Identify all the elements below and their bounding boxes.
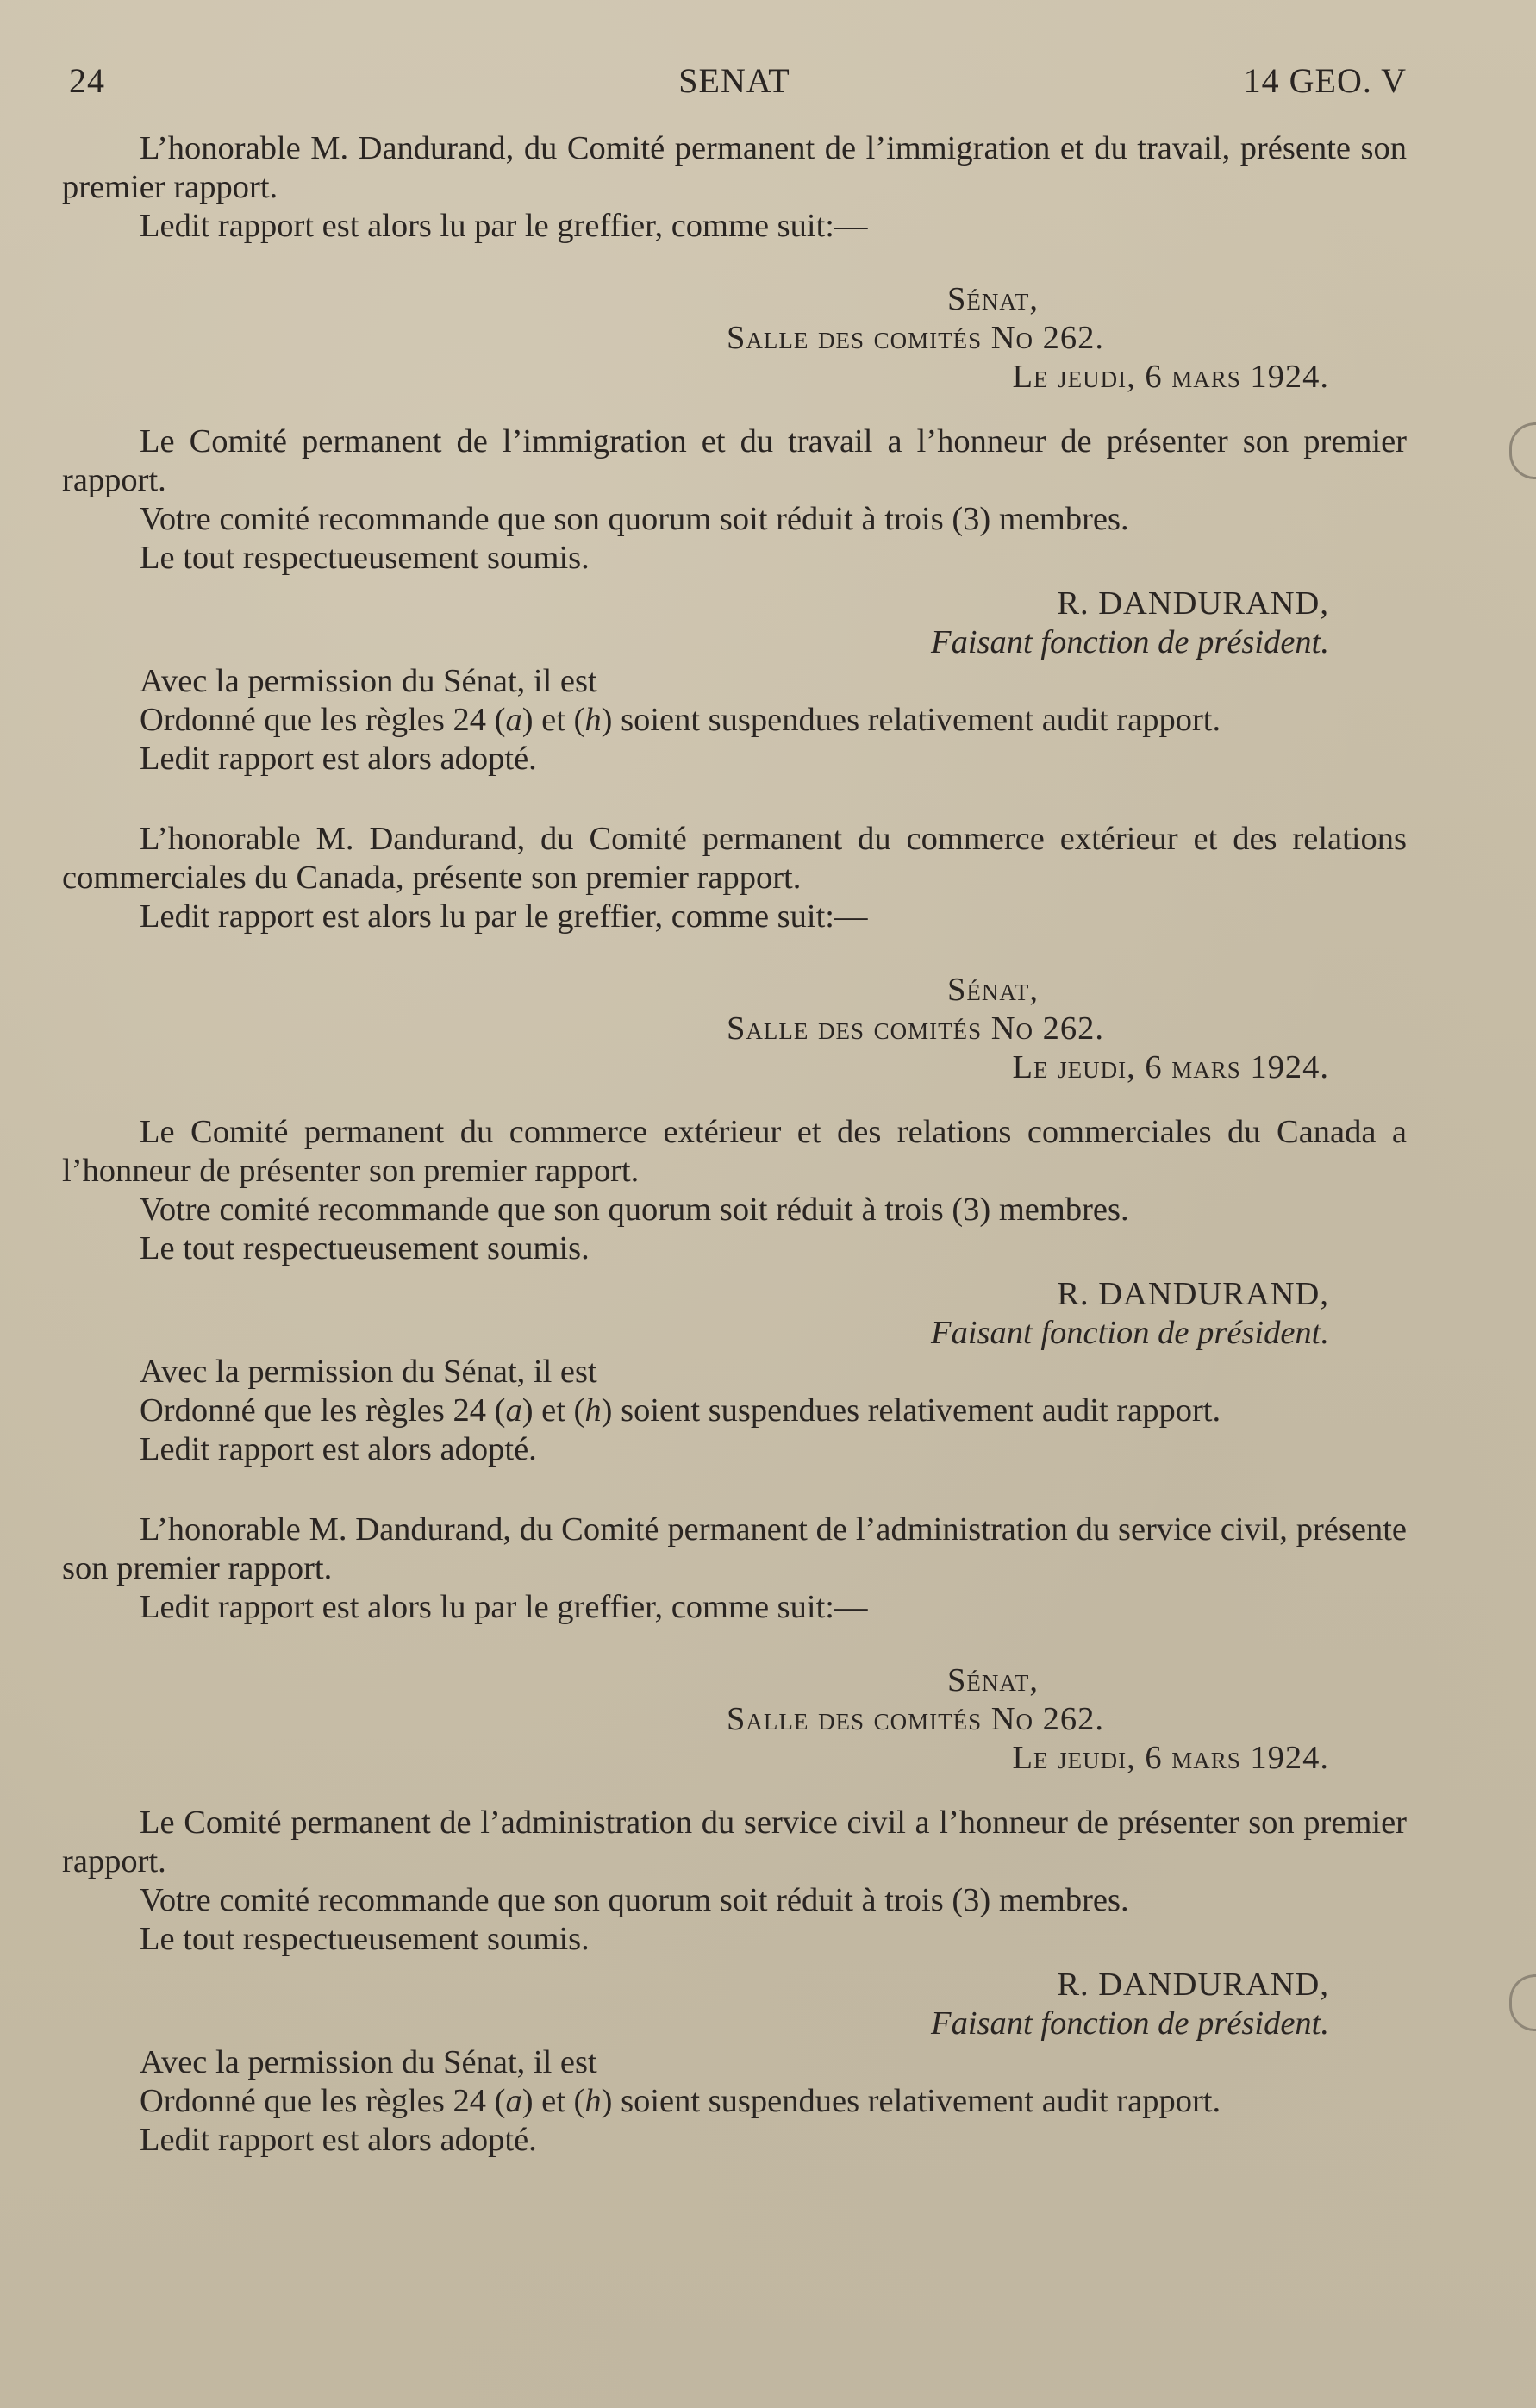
signature-name: R. DANDURAND, <box>1057 1967 1329 2003</box>
binding-hole-mark <box>1509 422 1536 479</box>
running-title: SENAT <box>678 61 790 100</box>
permission-statement: Avec la permission du Sénat, il est <box>140 1354 597 1390</box>
report-body-paragraph: Le Comité permanent de l’administration du service civil a l’honneur de présenter son premier rapport. <box>62 1804 1407 1879</box>
report-body-paragraph: Le tout respectueusement soumis. <box>140 1230 590 1267</box>
report-heading-senat: Sénat, <box>946 1662 1040 1698</box>
signature-name: R. DANDURAND, <box>1057 1276 1329 1312</box>
reading-statement: Ledit rapport est alors lu par le greffier, comme suit:— <box>140 898 868 935</box>
page-body <box>62 129 1407 2160</box>
report-body-paragraph: Le Comité permanent de l’immigration et du travail a l’honneur de présenter son premier rapport. <box>62 423 1407 498</box>
report-body-paragraph: Le tout respectueusement soumis. <box>140 540 590 576</box>
signature-role: Faisant fonction de président. <box>931 624 1329 660</box>
report-date: Le jeudi, 6 mars 1924. <box>1012 1049 1329 1085</box>
report-body-paragraph: Le tout respectueusement soumis. <box>140 1921 590 1957</box>
order-statement: Ordonné que les règles 24 (a) et (h) soient suspendues relativement audit rapport. <box>140 702 1221 738</box>
report-body-paragraph: Votre comité recommande que son quorum soit réduit à trois (3) membres. <box>140 501 1129 537</box>
signature-role: Faisant fonction de président. <box>931 1315 1329 1351</box>
binding-hole-mark <box>1509 1974 1536 2031</box>
report-section <box>62 1510 1407 2160</box>
permission-statement: Avec la permission du Sénat, il est <box>140 663 597 699</box>
adoption-statement: Ledit rapport est alors adopté. <box>140 2122 537 2158</box>
report-section <box>62 129 1407 779</box>
permission-statement: Avec la permission du Sénat, il est <box>140 2044 597 2080</box>
adoption-statement: Ledit rapport est alors adopté. <box>140 741 537 777</box>
reading-statement: Ledit rapport est alors lu par le greffier, comme suit:— <box>140 1589 868 1625</box>
reading-statement: Ledit rapport est alors lu par le greffier, comme suit:— <box>140 208 868 244</box>
report-intro: L’honorable M. Dandurand, du Comité permanent de l’immigration et du travail, présente son premier rapport. <box>62 130 1407 205</box>
report-date: Le jeudi, 6 mars 1924. <box>1012 1740 1329 1776</box>
report-section <box>62 820 1407 1469</box>
report-body-paragraph: Le Comité permanent du commerce extérieur et des relations commerciales du Canada a l’honneur de présenter son premier rapport. <box>62 1114 1407 1189</box>
report-heading-room: Salle des comités No 262. <box>726 320 1105 356</box>
adoption-statement: Ledit rapport est alors adopté. <box>140 1431 537 1467</box>
report-date: Le jeudi, 6 mars 1924. <box>1012 359 1329 395</box>
report-body-paragraph: Votre comité recommande que son quorum soit réduit à trois (3) membres. <box>140 1882 1129 1918</box>
running-header <box>62 60 1407 112</box>
report-heading-senat: Sénat, <box>946 281 1040 317</box>
report-heading-senat: Sénat, <box>946 972 1040 1008</box>
order-statement: Ordonné que les règles 24 (a) et (h) soient suspendues relativement audit rapport. <box>140 2083 1221 2119</box>
report-intro: L’honorable M. Dandurand, du Comité permanent de l’administration du service civil, présente son premier rapport. <box>62 1511 1407 1586</box>
report-intro: L’honorable M. Dandurand, du Comité permanent du commerce extérieur et des relations commerciales du Canada, présente son premier rapport. <box>62 821 1407 896</box>
report-body-paragraph: Votre comité recommande que son quorum soit réduit à trois (3) membres. <box>140 1191 1129 1228</box>
session-reference: 14 GEO. V <box>1243 61 1407 100</box>
order-statement: Ordonné que les règles 24 (a) et (h) soient suspendues relativement audit rapport. <box>140 1392 1221 1429</box>
page-number: 24 <box>69 61 105 100</box>
report-heading-room: Salle des comités No 262. <box>726 1010 1105 1047</box>
report-heading-room: Salle des comités No 262. <box>726 1701 1105 1737</box>
signature-role: Faisant fonction de président. <box>931 2005 1329 2042</box>
signature-name: R. DANDURAND, <box>1057 585 1329 622</box>
